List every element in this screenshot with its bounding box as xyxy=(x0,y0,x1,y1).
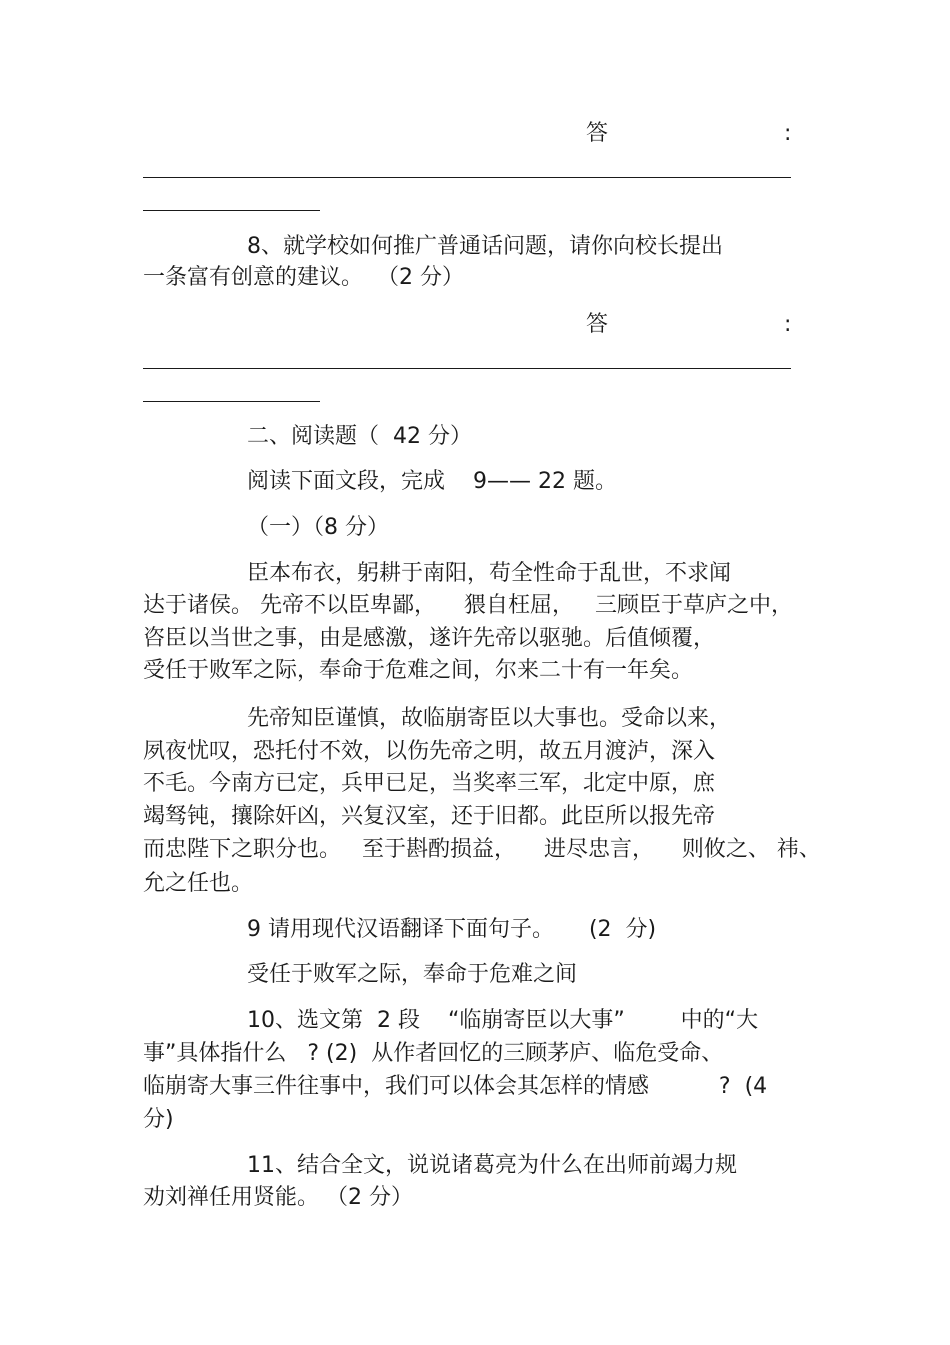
passage-line: 不毛。今南方已定，兵甲已足，当奖率三军，北定中原，庶 xyxy=(143,771,716,796)
answer-label: 答 xyxy=(586,121,609,146)
answer-blank-line xyxy=(143,368,791,369)
passage-line: 先帝知臣谨慎，故临崩寄臣以大事也。受命以来， xyxy=(247,706,732,731)
section-instruction: 阅读下面文段，完成 9—— 22 题。 xyxy=(247,469,617,494)
section-heading: 二、阅读题（ 42 分） xyxy=(247,424,472,449)
passage-line: 夙夜忧叹，恐托付不效，以伤先帝之明，故五月渡泸，深入 xyxy=(143,739,716,764)
passage-line: 达于诸侯。 先帝不以臣卑鄙， 猥自枉屈， 三顾臣于草庐之中， xyxy=(143,593,793,618)
passage-line: 而忠陛下之职分也。 至于斟酌损益， 进尽忠言， 则攸之、 祎、 xyxy=(143,837,821,862)
passage-line: 受任于败军之际，奉命于危难之间，尔来二十有一年矣。 xyxy=(143,658,694,683)
q9-sentence: 受任于败军之际，奉命于危难之间 xyxy=(247,962,578,987)
passage-line: 咨臣以当世之事，由是感激，遂许先帝以驱驰。后值倾覆， xyxy=(143,626,716,651)
q10-line: 临崩寄大事三件往事中，我们可以体会其怎样的情感 ? (4 xyxy=(143,1074,768,1099)
q10-line: 事”具体指什么 ? (2) 从作者回忆的三顾茅庐、临危受命、 xyxy=(143,1041,724,1066)
q9-prompt: 9 请用现代汉语翻译下面句子。 (2 分) xyxy=(247,917,657,942)
answer-blank-line-short xyxy=(143,210,320,211)
answer-colon: : xyxy=(784,312,792,337)
passage-line: 臣本布衣，躬耕于南阳，苟全性命于乱世，不求闻 xyxy=(247,561,732,586)
answer-blank-line xyxy=(143,177,791,178)
passage-line: 允之任也。 xyxy=(143,871,254,896)
part-heading: （一）（8 分） xyxy=(247,515,389,540)
passage-line: 竭驽钝，攘除奸凶，兴复汉室，还于旧都。此臣所以报先帝 xyxy=(143,804,716,829)
answer-colon: : xyxy=(784,121,792,146)
q11-line: 11、结合全文，说说诸葛亮为什么在出师前竭力规 xyxy=(247,1153,737,1178)
answer-blank-line-short xyxy=(143,401,320,402)
q10-line: 10、选文第 2 段 “临崩寄臣以大事” 中的“大 xyxy=(247,1008,759,1033)
q8-line-2: 一条富有创意的建议。 （2 分） xyxy=(143,265,464,290)
q11-line: 劝刘禅任用贤能。 （2 分） xyxy=(143,1185,413,1210)
q10-line: 分) xyxy=(143,1107,174,1132)
q8-line-1: 8、就学校如何推广普通话问题，请你向校长提出 xyxy=(247,234,723,259)
answer-label: 答 xyxy=(586,312,609,337)
